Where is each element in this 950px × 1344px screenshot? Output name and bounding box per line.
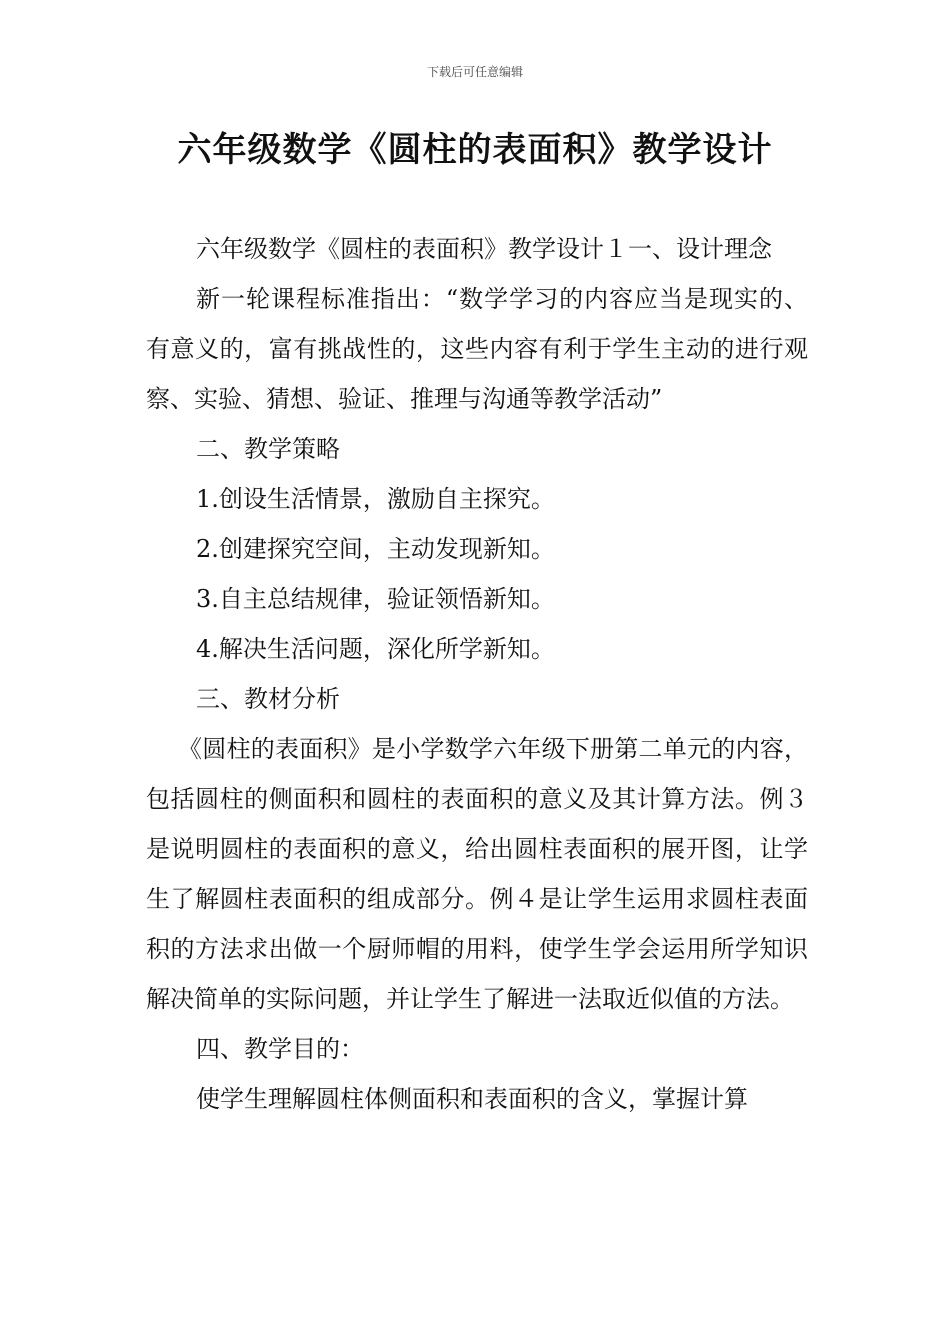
document-body <box>146 224 808 1124</box>
paragraph-design-philosophy: 新一轮课程标准指出：“数学学习的内容应当是现实的、有意义的，富有挑战性的，这些内容有利于学生主动的进行观察、实验、猜想、验证、推理与沟通等教学活动” <box>146 285 808 413</box>
strategy-item-3: 3.自主总结规律，验证领悟新知。 <box>196 585 555 613</box>
paragraph-design-heading: 六年级数学《圆柱的表面积》教学设计１一、设计理念 <box>196 235 772 263</box>
strategy-item-1: 1.创设生活情景，激励自主探究。 <box>196 485 555 513</box>
section-heading-strategy: 二、教学策略 <box>196 435 340 463</box>
section-heading-analysis: 三、教材分析 <box>196 685 340 713</box>
paragraph-objectives: 使学生理解圆柱体侧面积和表面积的含义，掌握计算 <box>196 1085 748 1113</box>
strategy-item-2: 2.创建探究空间，主动发现新知。 <box>196 535 555 563</box>
strategy-item-4: 4.解决生活问题，深化所学新知。 <box>196 635 555 663</box>
paragraph-material-analysis: 《圆柱的表面积》是小学数学六年级下册第二单元的内容，包括圆柱的侧面积和圆柱的表面积的意义及其计算方法。例３是说明圆柱的表面积的意义，给出圆柱表面积的展开图，让学生了解圆柱表面积的组成部分。例４是让学生运用求圆柱表面积的方法求出做一个厨师帽的用料，使学生学会运用所学知识解决简单的实际问题，并让学生了解进一法取近似值的方法。 <box>146 735 808 1013</box>
document-title: 六年级数学《圆柱的表面积》教学设计 <box>177 130 773 170</box>
section-heading-objectives: 四、教学目的： <box>196 1035 364 1063</box>
header-note: 下载后可任意编辑 <box>426 65 523 79</box>
